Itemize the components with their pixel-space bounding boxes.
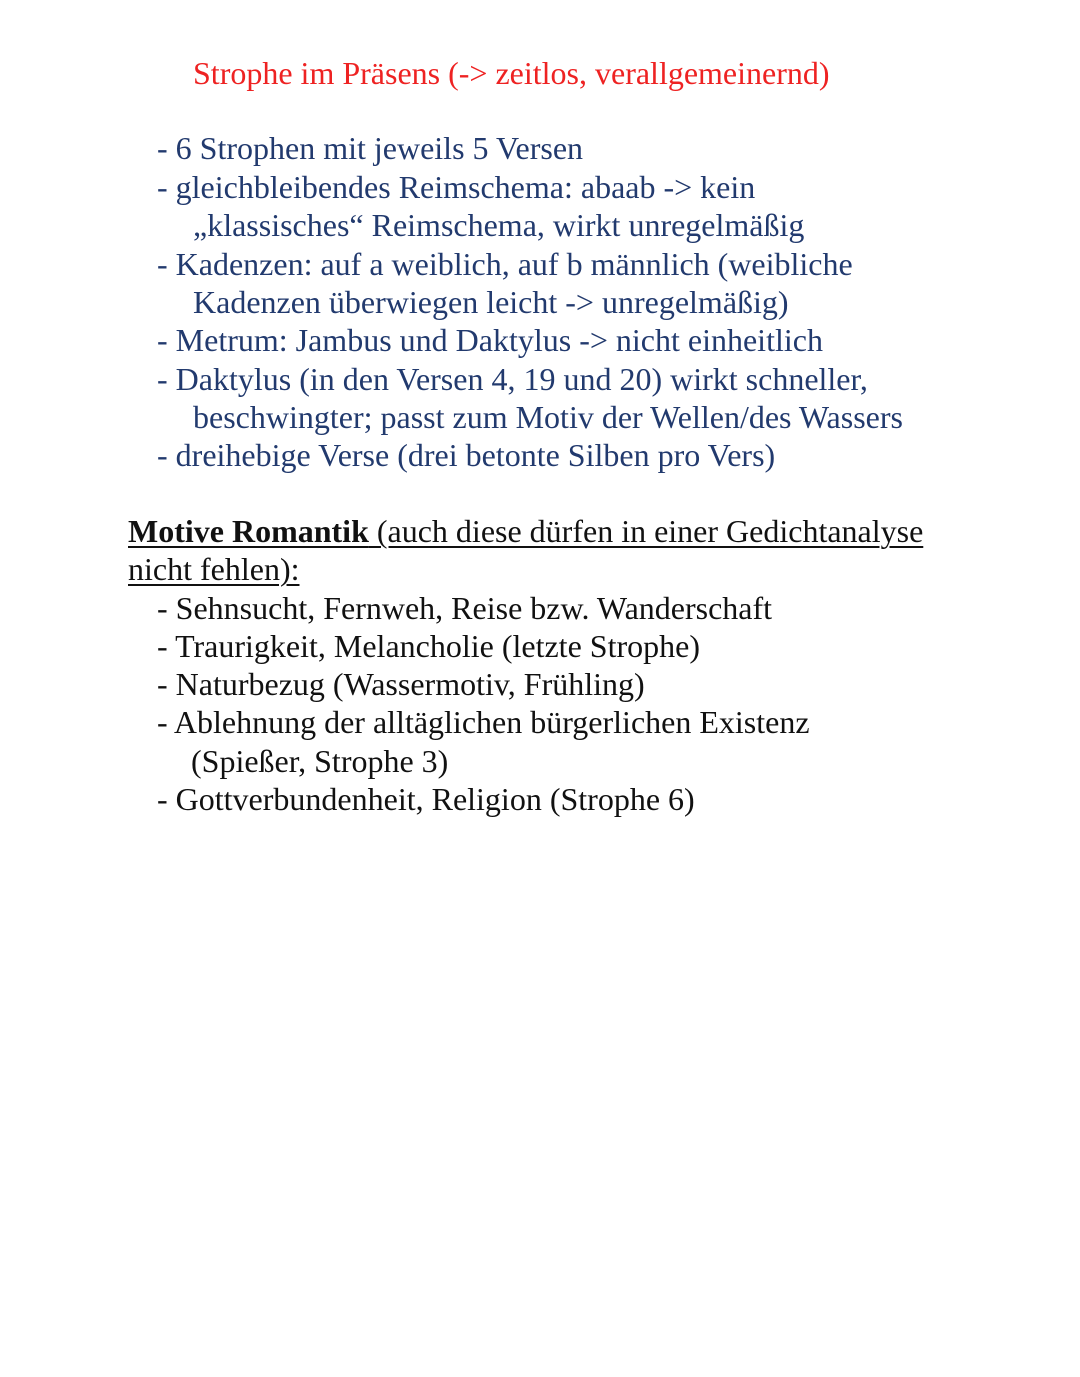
motive-heading: [128, 512, 923, 550]
form-line: - dreihebige Verse (drei betonte Silben pro Vers): [157, 437, 776, 473]
motive-line: - Ablehnung der alltäglichen bürgerlichen Existenz: [157, 704, 810, 740]
form-line: - gleichbleibendes Reimschema: abaab -> kein: [157, 169, 756, 205]
form-line: - Daktylus (in den Versen 4, 19 und 20) wirkt schneller,: [157, 361, 868, 397]
motive-heading-title: Motive Romantik: [128, 513, 369, 549]
intro-line: Strophe im Präsens (-> zeitlos, verallgemeinernd): [193, 55, 830, 91]
form-line: - Metrum: Jambus und Daktylus -> nicht einheitlich: [157, 322, 823, 358]
motive-line: - Traurigkeit, Melancholie (letzte Strophe): [157, 628, 700, 664]
motive-line: - Naturbezug (Wassermotiv, Frühling): [157, 666, 645, 702]
form-line-continuation: Kadenzen überwiegen leicht -> unregelmäßig): [193, 284, 789, 320]
form-line-continuation: „klassisches“ Reimschema, wirkt unregelmäßig: [193, 207, 805, 243]
motive-heading-note: (auch diese dürfen in einer Gedichtanalyse: [368, 513, 924, 549]
motive-line-continuation: (Spießer, Strophe 3): [191, 743, 449, 779]
form-line: - 6 Strophen mit jeweils 5 Versen: [157, 130, 584, 166]
motive-heading-line2: nicht fehlen):: [128, 551, 300, 587]
motive-line: - Sehnsucht, Fernweh, Reise bzw. Wanderschaft: [157, 590, 773, 626]
form-line: - Kadenzen: auf a weiblich, auf b männlich (weibliche: [157, 246, 853, 282]
motive-line: - Gottverbundenheit, Religion (Strophe 6): [157, 781, 695, 817]
form-line-continuation: beschwingter; passt zum Motiv der Wellen/des Wassers: [193, 399, 903, 435]
